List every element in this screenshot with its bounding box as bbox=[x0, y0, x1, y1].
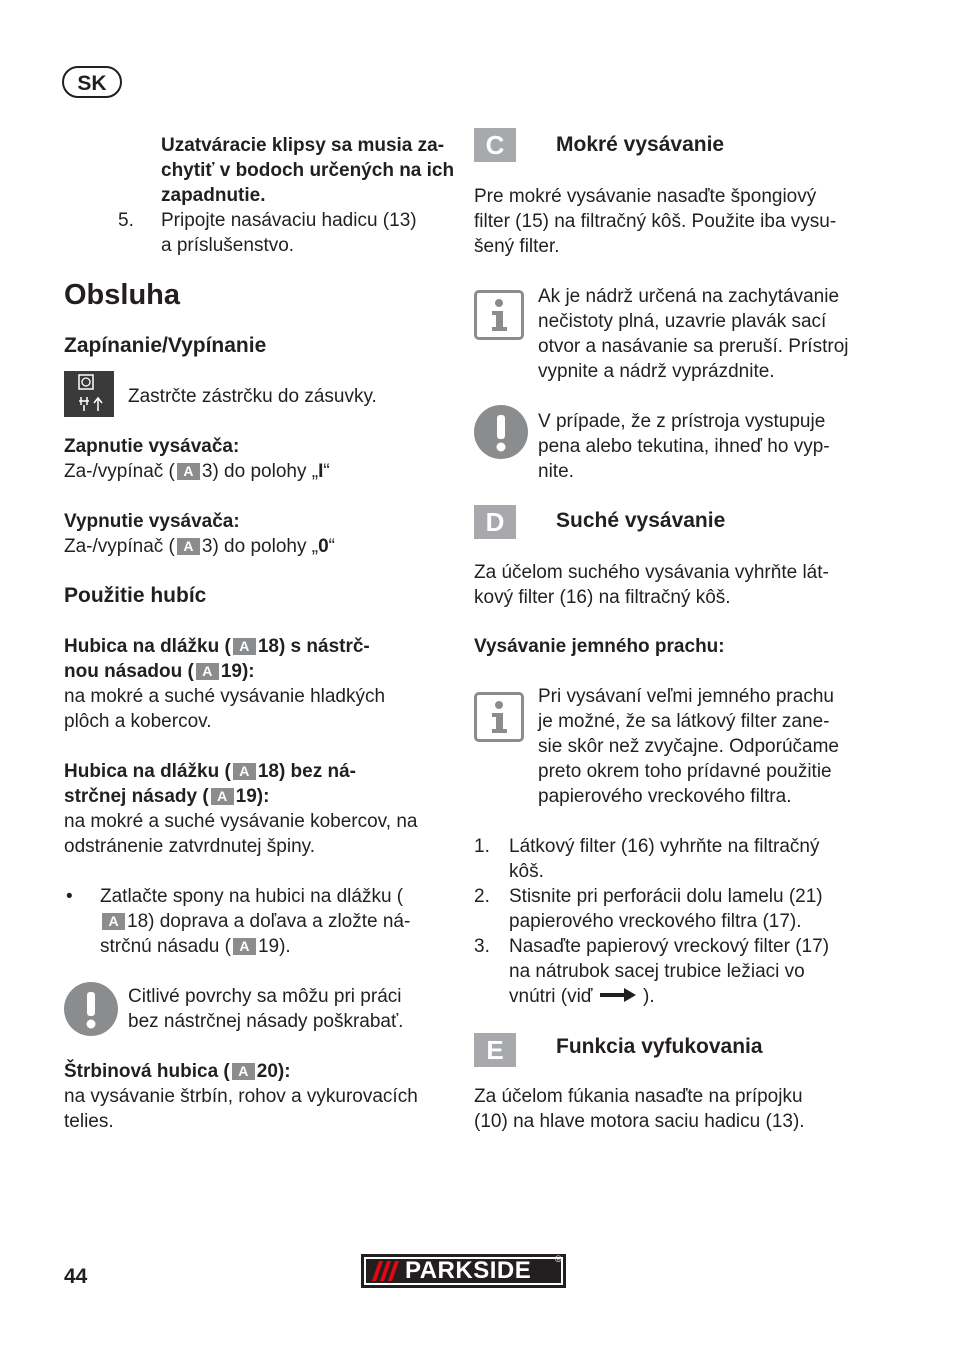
info-text: je možné, že sa látkový filter zane- bbox=[538, 711, 830, 732]
figure-a-badge: A bbox=[233, 763, 256, 780]
section-letter-d: D bbox=[474, 505, 516, 539]
section-letter-c: C bbox=[474, 128, 516, 162]
step-number: 5. bbox=[118, 210, 134, 231]
info-text: otvor a nasávanie sa preruší. Prístroj bbox=[538, 336, 849, 357]
info-text: papierového vreckového filtra. bbox=[538, 786, 792, 807]
switch-off-text: Za-/vypínač ( A 3) do polohy „0“ bbox=[64, 536, 335, 557]
warning-text: pena alebo tekutina, ihneď ho vyp- bbox=[538, 436, 830, 457]
step-text: Nasaďte papierový vreckový filter (17) bbox=[509, 936, 830, 957]
plug-instruction: Zastrčte zástrčku do zásuvky. bbox=[128, 386, 377, 407]
section-title: Obsluha bbox=[64, 279, 181, 311]
body-text: (10) na hlave motora saciu hadicu (13). bbox=[474, 1111, 805, 1132]
step-text: a príslušenstvo. bbox=[161, 235, 295, 256]
note-line: zapadnutie. bbox=[161, 185, 266, 206]
parkside-logo: PARKSIDE ® bbox=[361, 1254, 566, 1288]
info-text: preto okrem toho prídavné použitie bbox=[538, 761, 832, 782]
info-text: Ak je nádrž určená na zachytávanie bbox=[538, 286, 840, 307]
figure-a-badge: A bbox=[177, 538, 200, 555]
switch-on-text: Za-/vypínač ( A 3) do polohy „I“ bbox=[64, 461, 330, 482]
figure-a-badge: A bbox=[232, 1063, 255, 1080]
body-text: odstránenie zatvrdnutej špiny. bbox=[64, 836, 316, 857]
note-line: chytiť v bodoch určených na ich bbox=[161, 160, 455, 181]
switch-off-heading: Vypnutie vysávača: bbox=[64, 511, 240, 532]
body-text: filter (15) na filtračný kôš. Použite iba vysu- bbox=[474, 211, 837, 232]
warning-icon bbox=[474, 405, 528, 459]
warning-text: Citlivé povrchy sa môžu pri práci bbox=[128, 986, 402, 1007]
info-text: nečistoty plná, uzavrie plavák sací bbox=[538, 311, 827, 332]
plug-socket-icon bbox=[64, 371, 114, 417]
bullet-text: strčnú násadu ( A 19). bbox=[100, 936, 291, 957]
warning-text: nite. bbox=[538, 461, 574, 482]
step-text: vnútri (viď ). bbox=[509, 986, 655, 1007]
body-text: na mokré a suché vysávanie hladkých bbox=[64, 686, 386, 707]
body-text: Za účelom fúkania nasaďte na prípojku bbox=[474, 1086, 803, 1107]
section-heading: Mokré vysávanie bbox=[556, 133, 725, 156]
figure-a-badge: A bbox=[177, 463, 200, 480]
info-text: vypnite a nádrž vyprázdnite. bbox=[538, 361, 775, 382]
section-heading: Suché vysávanie bbox=[556, 509, 726, 532]
fine-dust-heading: Vysávanie jemného prachu: bbox=[474, 636, 725, 657]
crevice-nozzle-heading: Štrbinová hubica ( A 20): bbox=[64, 1061, 291, 1082]
warning-text: V prípade, že z prístroja vystupuje bbox=[538, 411, 826, 432]
step-number: 1. bbox=[474, 836, 490, 857]
info-icon bbox=[474, 692, 524, 742]
bullet-text: Zatlačte spony na hubici na dlážku ( bbox=[100, 886, 404, 907]
floor-nozzle-heading: strčnej násady ( A 19): bbox=[64, 786, 270, 807]
body-text: kový filter (16) na filtračný kôš. bbox=[474, 587, 731, 608]
bullet: • bbox=[66, 886, 73, 907]
warning-icon bbox=[64, 982, 118, 1036]
info-icon bbox=[474, 290, 524, 340]
info-text: sie skôr než zvyčajne. Odporúčame bbox=[538, 736, 839, 757]
figure-a-badge: A bbox=[102, 913, 125, 930]
section-heading: Funkcia vyfukovania bbox=[556, 1035, 763, 1058]
floor-nozzle-heading: Hubica na dlážku ( A 18) bez ná- bbox=[64, 761, 357, 782]
step-text: papierového vreckového filtra (17). bbox=[509, 911, 802, 932]
step-text: Látkový filter (16) vyhrňte na filtračný bbox=[509, 836, 820, 857]
body-text: šený filter. bbox=[474, 236, 560, 257]
bullet-text: A 18) doprava a doľava a zložte ná- bbox=[100, 909, 410, 934]
body-text: Za účelom suchého vysávania vyhrňte lát- bbox=[474, 562, 829, 583]
step-number: 3. bbox=[474, 936, 490, 957]
floor-nozzle-heading: Hubica na dlážku ( A 18) s nástrč- bbox=[64, 636, 370, 657]
step-text: na nátrubok sacej trubice ležiaci vo bbox=[509, 961, 805, 982]
note-line: Uzatváracie klipsy sa musia za- bbox=[161, 135, 445, 156]
body-text: na mokré a suché vysávanie kobercov, na bbox=[64, 811, 418, 832]
section-letter-e: E bbox=[474, 1033, 516, 1067]
warning-text: bez nástrčnej násady poškrabať. bbox=[128, 1011, 404, 1032]
step-text: Pripojte nasávaciu hadicu (13) bbox=[161, 210, 417, 231]
info-text: Pri vysávaní veľmi jemného prachu bbox=[538, 686, 834, 707]
body-text: plôch a kobercov. bbox=[64, 711, 212, 732]
step-text: Stisnite pri perforácii dolu lamelu (21) bbox=[509, 886, 823, 907]
arrow-right-icon bbox=[598, 987, 638, 1003]
step-number: 2. bbox=[474, 886, 490, 907]
step-text: kôš. bbox=[509, 861, 544, 882]
subsection-heading: Zapínanie/Vypínanie bbox=[64, 334, 267, 357]
figure-a-badge: A bbox=[196, 663, 219, 680]
switch-on-heading: Zapnutie vysávača: bbox=[64, 436, 240, 457]
language-badge: SK bbox=[62, 66, 122, 98]
page-number: 44 bbox=[64, 1265, 88, 1288]
figure-a-badge: A bbox=[211, 788, 234, 805]
figure-a-badge: A bbox=[233, 938, 256, 955]
floor-nozzle-heading: nou násadou ( A 19): bbox=[64, 661, 255, 682]
figure-a-badge: A bbox=[233, 638, 256, 655]
body-text: telies. bbox=[64, 1111, 114, 1132]
subsection-heading: Použitie hubíc bbox=[64, 584, 207, 607]
body-text: na vysávanie štrbín, rohov a vykurovacích bbox=[64, 1086, 418, 1107]
body-text: Pre mokré vysávanie nasaďte špongiový bbox=[474, 186, 817, 207]
